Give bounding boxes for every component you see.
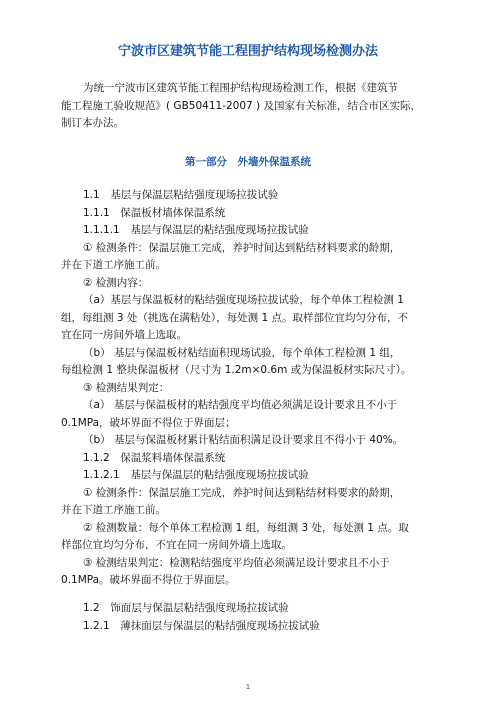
body-line: 1.2 饰面层与保温层粘结强度现场拉拔试验 xyxy=(83,602,289,614)
body-line: 1.1.1.1 基层与保温层的粘结强度现场拉拔试验 xyxy=(83,224,309,236)
body-line: （b） 基层与保温板材累计粘结面积满足设计要求且不得小于 40%。 xyxy=(83,434,404,446)
body-line: 0.1MPa。破坏界面不得位于界面层。 xyxy=(61,574,236,586)
body-line: 并在下道工序施工前。 xyxy=(61,504,166,516)
section-body-part-1 xyxy=(61,187,446,590)
body-line: ① 检测条件：保温层施工完成，养护时间达到粘结材料要求的龄期， xyxy=(83,241,401,254)
body-line: （a）基层与保温板材的粘结强度现场拉拔试验，每个单体工程检测 1 xyxy=(83,294,404,306)
section-heading: 第一部分 外墙外保温系统 xyxy=(185,156,311,168)
body-line: （a） 基层与保温板材的粘结强度平均值必须满足设计要求且不小于 xyxy=(83,399,398,411)
body-line: ② 检测内容： xyxy=(83,276,149,289)
intro-line: 能工程施工验收规范》( GB50411-2007 ) 及国家有关标准，结合市区实际， xyxy=(61,99,421,112)
body-line: 1.1.2 保温浆料墙体保温系统 xyxy=(83,451,226,464)
page-number: 1 xyxy=(245,683,251,691)
body-line: 1.1.2.1 基层与保温层的粘结强度现场拉拔试验 xyxy=(83,469,309,481)
body-line: ② 检测数量：每个单体工程检测 1 组，每组测 3 处，每处测 1 点。取 xyxy=(83,521,409,534)
body-line: 1.2.1 薄抹面层与保温层的粘结强度现场拉拔试验 xyxy=(83,619,320,632)
body-line: 0.1MPa，破坏界面不得位于界面层； xyxy=(61,416,236,429)
body-line: 1.1.1 保温板材墙体保温系统 xyxy=(83,206,226,219)
intro-paragraph xyxy=(61,80,446,133)
body-line: （b） 基层与保温板材粘结面积现场试验，每个单体工程检测 1 组， xyxy=(83,346,401,359)
body-line: 每组检测 1 整块保温板材（尺寸为 1.2m×0.6m 或为保温板材实际尺寸）。 xyxy=(61,364,412,376)
section-body-part-2 xyxy=(61,600,446,635)
body-line: ③ 检测结果判定：检测粘结强度平均值必须满足设计要求且不小于 xyxy=(83,556,390,569)
body-line: ① 检测条件：保温层施工完成，养护时间达到粘结材料要求的龄期， xyxy=(83,486,401,499)
intro-line: 为统一宁波市区建筑节能工程围护结构现场检测工作，根据《建筑节 xyxy=(83,82,398,94)
body-line: ③ 检测结果判定： xyxy=(83,381,170,394)
body-line: 组，每组测 3 处（挑选在满粘处），每处测 1 点。取样部位宜均匀分布，不 xyxy=(61,311,408,324)
body-line: 宜在同一房间外墙上选取。 xyxy=(61,329,187,341)
body-line: 样部位宜均匀分布，不宜在同一房间外墙上选取。 xyxy=(61,539,292,551)
document-title: 宁波市区建筑节能工程围护结构现场检测办法 xyxy=(117,44,378,59)
body-line: 并在下道工序施工前。 xyxy=(61,259,166,271)
body-line: 1.1 基层与保温层粘结强度现场拉拔试验 xyxy=(83,189,279,201)
intro-line: 制订本办法。 xyxy=(61,117,124,129)
